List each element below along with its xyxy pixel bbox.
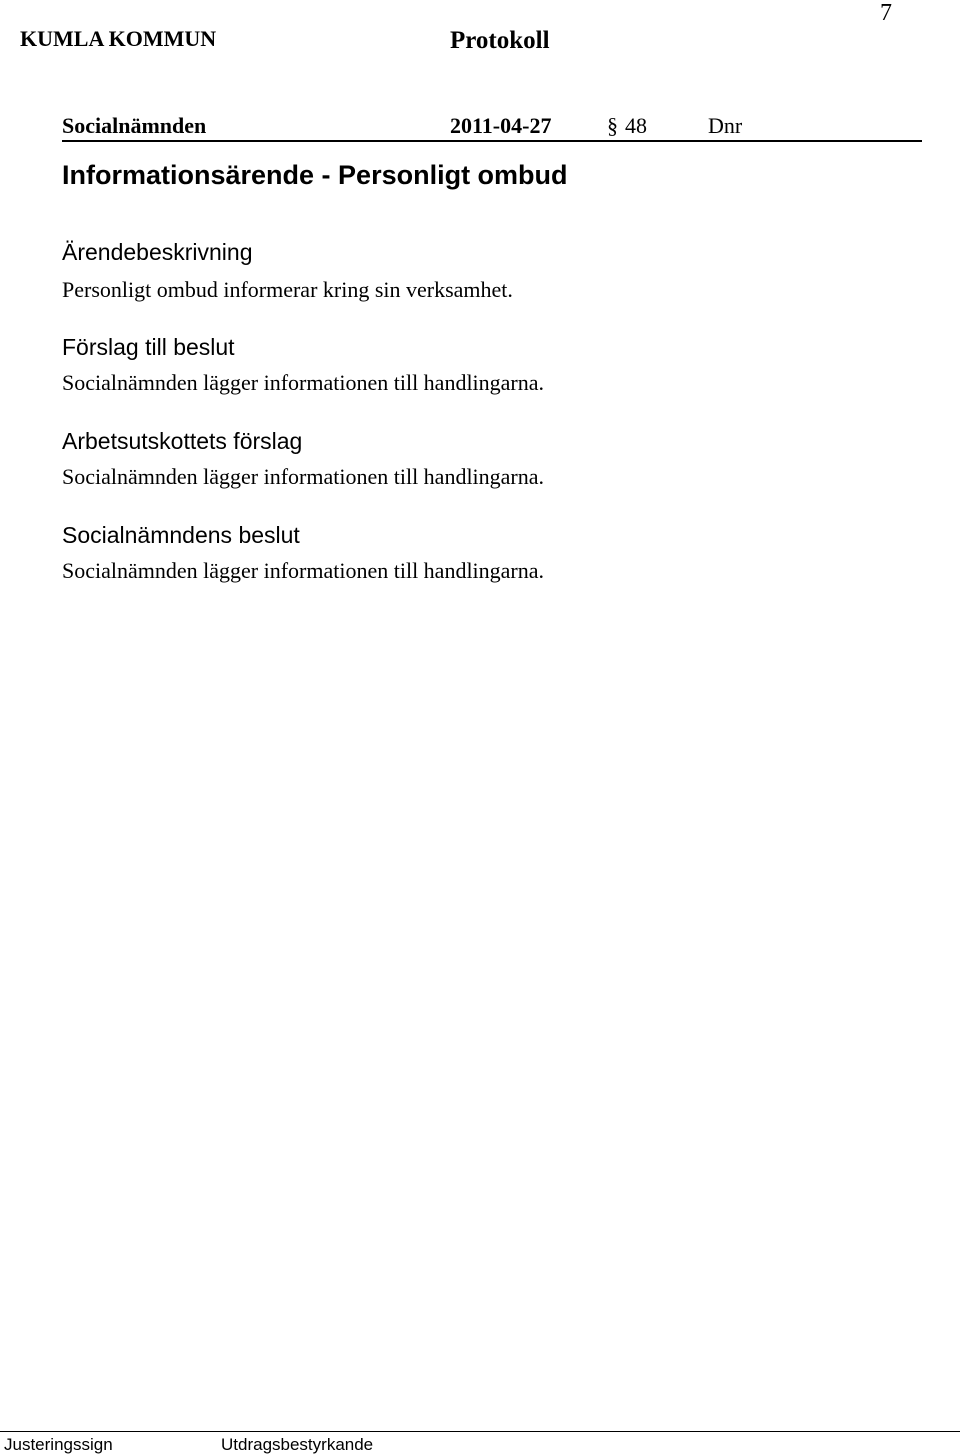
footer-divider: [0, 1431, 960, 1432]
section-heading-committee-proposal: Arbetsutskottets förslag: [62, 428, 303, 454]
section-heading-description: Ärendebeskrivning: [62, 239, 253, 265]
section-text-committee-proposal: Socialnämnden lägger informationen till handlingarna.: [62, 464, 545, 489]
organization-name: KUMLA KOMMUN: [20, 26, 217, 51]
section-heading-proposal: Förslag till beslut: [62, 334, 235, 360]
section-number: 48: [625, 113, 647, 138]
footer-justeringssign-label: Justeringssign: [4, 1435, 113, 1454]
meeting-meta-row: [62, 113, 922, 141]
section-text-decision: Socialnämnden lägger informationen till handlingarna.: [62, 558, 545, 583]
case-title: Informationsärende - Personligt ombud: [62, 160, 568, 190]
document-type: Protokoll: [450, 27, 550, 54]
dnr-label: Dnr: [708, 113, 743, 138]
section-sign-icon: §: [607, 113, 618, 138]
section-heading-decision: Socialnämndens beslut: [62, 522, 300, 548]
footer-utdragsbestyrkande-label: Utdragsbestyrkande: [221, 1435, 374, 1454]
meeting-date: 2011-04-27: [450, 113, 552, 138]
section-text-description: Personligt ombud informerar kring sin verksamhet.: [62, 277, 513, 302]
committee-name: Socialnämnden: [62, 113, 207, 138]
page-number: 7: [880, 0, 892, 26]
meta-divider: [62, 140, 922, 142]
section-text-proposal: Socialnämnden lägger informationen till handlingarna.: [62, 370, 545, 395]
